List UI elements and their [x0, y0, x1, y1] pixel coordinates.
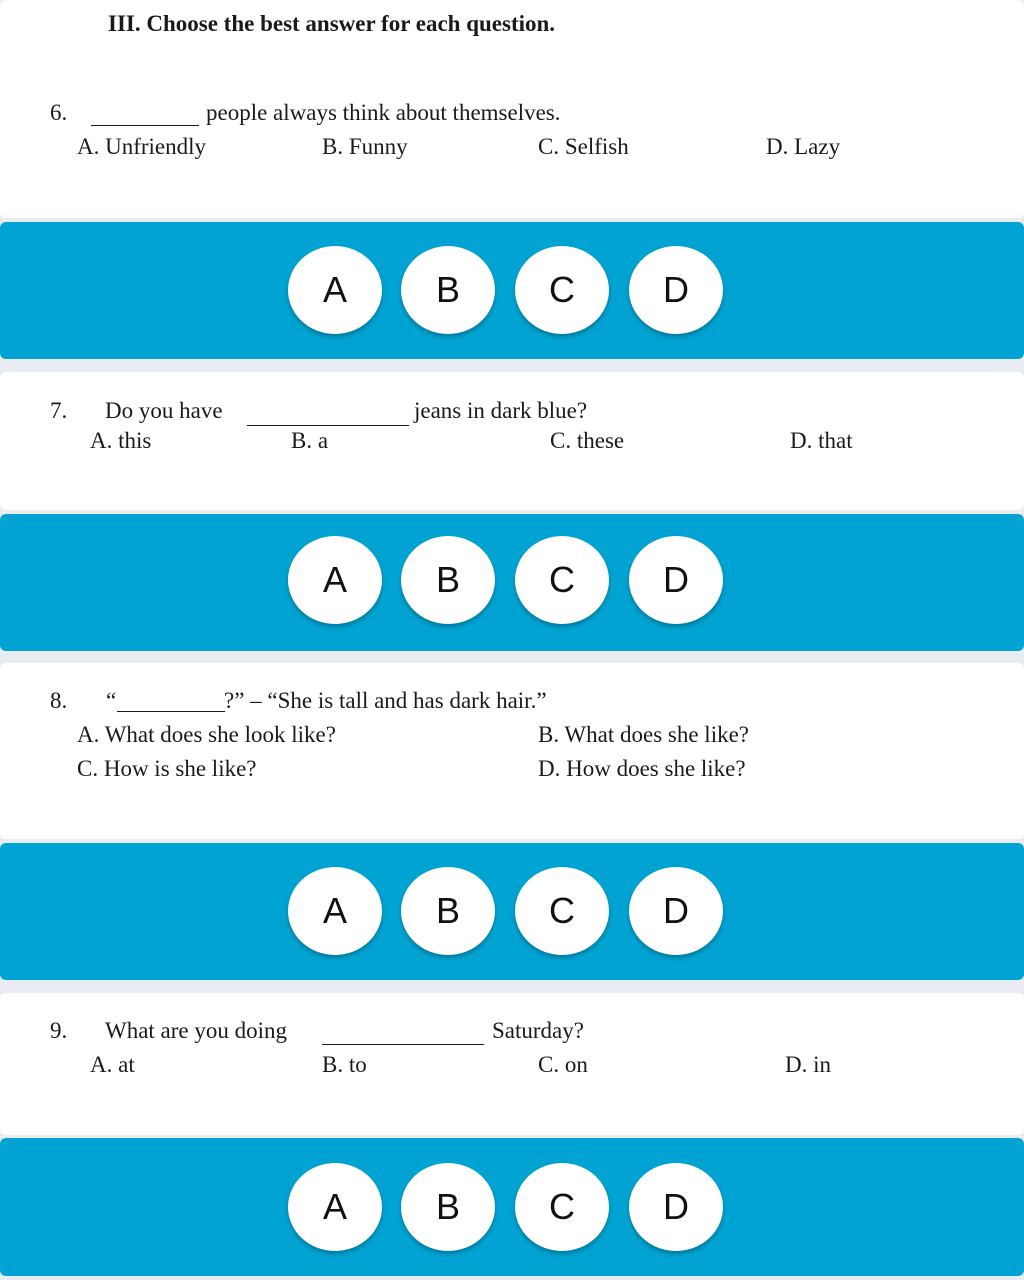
- question-stem-end: ?” – “She is tall and has dark hair.”: [224, 688, 547, 713]
- answer-button-c[interactable]: C: [515, 536, 609, 624]
- option-a: A. What does she look like?: [77, 722, 336, 747]
- option-a: A. at: [90, 1052, 135, 1077]
- answer-button-c[interactable]: C: [515, 246, 609, 334]
- answer-button-d[interactable]: D: [629, 246, 723, 334]
- option-a: A. Unfriendly: [77, 134, 207, 159]
- question-stem-start: What are you doing: [105, 1018, 288, 1043]
- question-stem-start: “: [106, 688, 117, 713]
- answer-button-a[interactable]: A: [288, 536, 382, 624]
- answer-button-a[interactable]: A: [288, 1163, 382, 1251]
- option-d: D. How does she like?: [538, 756, 746, 781]
- answer-blank: [117, 693, 225, 712]
- question-number: 7.: [50, 398, 68, 423]
- answer-button-a[interactable]: A: [288, 246, 382, 334]
- question-stem-end: jeans in dark blue?: [414, 398, 588, 423]
- option-c: C. these: [550, 428, 625, 453]
- question-card-9: [0, 993, 1024, 1135]
- answer-button-b[interactable]: B: [401, 536, 495, 624]
- option-d: D. that: [790, 428, 853, 453]
- answer-blank: [247, 407, 409, 426]
- option-b: B. What does she like?: [538, 722, 749, 747]
- question-stem-start: Do you have: [105, 398, 223, 423]
- answer-button-c[interactable]: C: [515, 1163, 609, 1251]
- question-card-8: [0, 663, 1024, 839]
- option-b: B. to: [322, 1052, 367, 1077]
- answer-button-d[interactable]: D: [629, 1163, 723, 1251]
- question-number: 8.: [50, 688, 68, 713]
- option-b: B. a: [291, 428, 329, 453]
- option-b: B. Funny: [322, 134, 408, 159]
- option-a: A. this: [90, 428, 152, 453]
- option-d: D. Lazy: [766, 134, 841, 159]
- question-card-6: [0, 0, 1024, 218]
- answer-button-b[interactable]: B: [401, 867, 495, 955]
- question-number: 6.: [50, 100, 68, 125]
- answer-bar-6: [0, 222, 1024, 359]
- question-stem-end: Saturday?: [492, 1018, 584, 1043]
- question-number: 9.: [50, 1018, 68, 1043]
- answer-button-c[interactable]: C: [515, 867, 609, 955]
- answer-button-d[interactable]: D: [629, 536, 723, 624]
- answer-button-a[interactable]: A: [288, 867, 382, 955]
- question-card-7: [0, 372, 1024, 510]
- answer-button-d[interactable]: D: [629, 867, 723, 955]
- option-c: C. on: [538, 1052, 588, 1077]
- section-heading: III. Choose the best answer for each question.: [108, 11, 556, 36]
- answer-bar-9: [0, 1138, 1024, 1276]
- option-c: C. How is she like?: [77, 756, 257, 781]
- question-stem: people always think about themselves.: [206, 100, 561, 125]
- answer-button-b[interactable]: B: [401, 246, 495, 334]
- answer-button-b[interactable]: B: [401, 1163, 495, 1251]
- answer-blank: [91, 107, 199, 126]
- answer-bar-7: [0, 514, 1024, 651]
- option-d: D. in: [785, 1052, 831, 1077]
- option-c: C. Selfish: [538, 134, 629, 159]
- answer-blank: [322, 1026, 484, 1045]
- answer-bar-8: [0, 843, 1024, 980]
